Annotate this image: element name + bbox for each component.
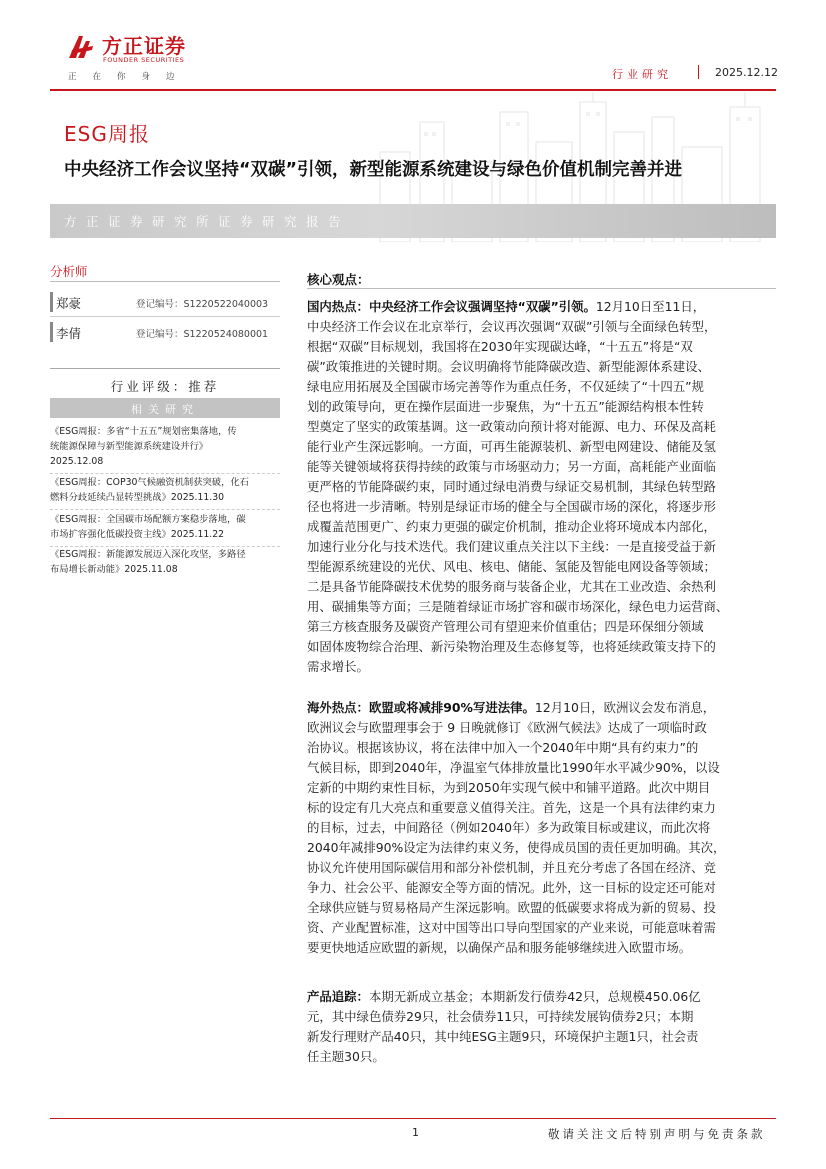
related-report[interactable] bbox=[50, 512, 280, 542]
domestic-hotspot-paragraph bbox=[307, 297, 777, 677]
related-report[interactable] bbox=[50, 475, 280, 505]
paragraph-line: 二是具备节能降碳技术优势的服务商与装备企业，尤其在工业改造、余热利 bbox=[307, 579, 716, 594]
related-report-line: 《ESG周报：新能源发展迈入深化攻坚，多路径 bbox=[50, 549, 246, 560]
paragraph-line: 碳”政策推进的关键时期。会议明确将节能降碳改造、新型能源体系建设、 bbox=[307, 359, 710, 374]
related-report-line: 布局增长新动能》2025.11.08 bbox=[50, 564, 178, 575]
analyst-registration: 登记编号：S1220522040003 bbox=[136, 299, 269, 310]
analyst-name: 郑豪 bbox=[56, 296, 82, 311]
paragraph-line: 的目标，过去，中间路径（例如2040年）多为政策目标或建议，而此次将 bbox=[307, 820, 711, 835]
analyst-marker bbox=[50, 292, 53, 312]
page-number: 1 bbox=[412, 1126, 419, 1139]
paragraph-line: 型奠定了坚实的政策基调。这一政策动向预计将对能源、电力、环保及高耗 bbox=[307, 419, 716, 434]
related-report-line: 2025.12.08 bbox=[50, 456, 104, 467]
related-report-line: 燃料分歧延续凸显转型挑战》2025.11.30 bbox=[50, 492, 225, 503]
paragraph-line: 如固体废物综合治理、新污染物治理及生态修复等，也将延续政策支持下的 bbox=[307, 639, 716, 654]
related-report[interactable] bbox=[50, 424, 280, 469]
paragraph-line: 治协议。根据该协议，将在法律中加入一个2040年中期“具有约束力”的 bbox=[307, 740, 699, 755]
report-type: ESG周报 bbox=[64, 122, 150, 146]
related-report-line: 《ESG周报：多省“十五五”规划密集落地，传 bbox=[50, 426, 237, 437]
analyst-name: 李倩 bbox=[56, 326, 82, 341]
logo-english-name: FOUNDER SECURITIES bbox=[103, 56, 185, 64]
paragraph-first-line bbox=[307, 297, 777, 317]
product-tracking-paragraph bbox=[307, 987, 777, 1067]
analyst-entry bbox=[50, 320, 280, 348]
paragraph-line: 元，其中绿色债券29只，社会债券11只，可持续发展钩债券2只；本期 bbox=[307, 1009, 694, 1024]
paragraph-line: 全球供应链与贸易格局产生深远影响。欧盟的低碳要求将成为新的贸易、投 bbox=[307, 900, 716, 915]
paragraph-line: 成覆盖范围更广、约束力更强的碳定价机制，推动企业将环境成本内部化， bbox=[307, 519, 716, 534]
paragraph-line: 欧洲议会与欧盟理事会于 9 日晚就修订《欧洲气候法》达成了一项临时政 bbox=[307, 720, 707, 735]
paragraph-line: 能等关键领域将获得持续的政策与市场驱动力；另一方面，高耗能产业面临 bbox=[307, 459, 716, 474]
logo-chinese-name: 方正证券 bbox=[102, 34, 186, 58]
paragraph-line: 划的政策导向，更在操作层面进一步聚焦，为“十五五”能源结构根本性转 bbox=[307, 399, 704, 414]
paragraph-line: 第三方核查服务及碳资产管理公司有望迎来价值重估；四是环保细分领域 bbox=[307, 619, 704, 634]
paragraph-line: 要更快地适应欧盟的新规，以确保产品和服务能够继续进入欧盟市场。 bbox=[307, 940, 692, 955]
related-report-line: 《ESG周报：COP30气候融资机制获突破，化石 bbox=[50, 477, 249, 488]
paragraph-line: 中央经济工作会议在北京举行，会议再次强调“双碳”引领与全面绿色转型， bbox=[307, 319, 717, 334]
report-date: 2025.12.12 bbox=[715, 66, 778, 79]
product-first-text: 本期无新成立基金；本期新发行债券42只，总规模450.06亿 bbox=[368, 989, 701, 1004]
overseas-first-text: 12月10日，欧洲议会发布消息， bbox=[534, 700, 716, 715]
related-research-header bbox=[50, 398, 280, 418]
related-divider bbox=[50, 473, 280, 474]
domestic-first-text: 12月10日至11日， bbox=[595, 299, 706, 314]
analyst-registration: 登记编号：S1220524080001 bbox=[136, 329, 269, 340]
institute-label: 方正证券研究所证券研究报告 bbox=[64, 214, 351, 229]
paragraph-line: 资、产业配置标准，这对中国等出口导向型国家的产业来说，可能意味着需 bbox=[307, 920, 716, 935]
paragraph-line: 型能源系统建设的光伏、风电、核电、储能、氢能及智能电网设备等领域； bbox=[307, 559, 716, 574]
paragraph-line: 2040年减排90%设定为法律约束义务，使得成员国的责任更加明确。其次， bbox=[307, 840, 726, 855]
industry-rating: 行业评级：推荐 bbox=[110, 379, 220, 394]
paragraph-line: 新发行理财产品40只，其中纯ESG主题9只，环境保护主题1只，社会责 bbox=[307, 1029, 699, 1044]
related-report-line: 统能源保障与新型能源系统建设并行》 bbox=[50, 441, 209, 452]
product-tracking-label: 产品追踪： bbox=[307, 989, 369, 1004]
analyst-section-title: 分析师 bbox=[50, 264, 88, 279]
paragraph-line: 能行业产生深远影响。一方面，可再生能源装机、新型电网建设、储能及氢 bbox=[307, 439, 716, 454]
analyst-divider bbox=[50, 281, 280, 282]
paragraph-line: 绿电应用拓展及全国碳市场完善等作为重点任务，不仅延续了“十四五”规 bbox=[307, 379, 704, 394]
analyst-entry bbox=[50, 290, 280, 318]
core-view-divider bbox=[307, 288, 776, 289]
analyst-underline bbox=[50, 316, 280, 317]
related-report-line: 《ESG周报：全国碳市场配额方案稳步落地，碳 bbox=[50, 514, 246, 525]
header-rule bbox=[50, 89, 776, 91]
paragraph-line: 任主题30只。 bbox=[307, 1049, 385, 1064]
paragraph-line: 需求增长。 bbox=[307, 659, 369, 674]
paragraph-line: 径也将进一步清晰。特别是绿证市场的健全与全国碳市场的深化，将逐步形 bbox=[307, 499, 716, 514]
paragraph-line: 用、碳捕集等方面；三是随着绿证市场扩容和碳市场深化，绿色电力运营商、 bbox=[307, 599, 729, 614]
paragraph-first-line bbox=[307, 987, 777, 1007]
domestic-hotspot-label: 国内热点：中央经济工作会议强调坚持“双碳”引领。 bbox=[307, 299, 596, 314]
core-view-title: 核心观点： bbox=[307, 272, 370, 287]
paragraph-first-line bbox=[307, 698, 777, 718]
report-title: 中央经济工作会议坚持“双碳”引领，新型能源系统建设与绿色价值机制完善并进 bbox=[64, 160, 683, 180]
paragraph-line: 根据“双碳”目标规划，我国将在2030年实现碳达峰，“十五五”将是“双 bbox=[307, 339, 693, 354]
footer-rule bbox=[50, 1118, 776, 1119]
related-report[interactable] bbox=[50, 547, 280, 577]
logo-slogan: 正在你身边 bbox=[68, 72, 191, 82]
founder-logo-icon bbox=[66, 32, 96, 62]
paragraph-line: 标的设定有几大亮点和重要意义值得关注。首先，这是一个具有法律约束力 bbox=[307, 800, 716, 815]
related-research-title: 相关研究 bbox=[131, 403, 199, 416]
header-separator bbox=[698, 65, 699, 79]
overseas-hotspot-label: 海外热点：欧盟或将减排90%写进法律。 bbox=[307, 700, 535, 715]
analyst-marker bbox=[50, 322, 53, 342]
paragraph-line: 气候目标，即到2040年，净温室气体排放量比1990年水平减少90%，以设 bbox=[307, 760, 720, 775]
disclaimer-link[interactable]: 敬请关注文后特别声明与免责条款 bbox=[548, 1127, 766, 1141]
paragraph-line: 加速行业分化与技术迭代。我们建议重点关注以下主线：一是直接受益于新 bbox=[307, 539, 716, 554]
related-divider bbox=[50, 509, 280, 510]
overseas-hotspot-paragraph bbox=[307, 698, 777, 958]
founder-logo bbox=[66, 28, 216, 80]
related-report-line: 市场扩容强化低碳投资主线》2025.11.22 bbox=[50, 529, 225, 540]
paragraph-line: 协议允许使用国际碳信用和部分补偿机制，并且充分考虑了各国在经济、竞 bbox=[307, 860, 716, 875]
report-category: 行业研究 bbox=[612, 68, 672, 81]
paragraph-line: 争力、社会公平、能源安全等方面的情况。此外，这一目标的设定还可能对 bbox=[307, 880, 716, 895]
paragraph-line: 定新的中期约束性目标，为到2050年实现气候中和铺平道路。此次中期目 bbox=[307, 780, 711, 795]
paragraph-line: 更严格的节能降碳约束，同时通过绿电消费与绿证交易机制，其绿色转型路 bbox=[307, 479, 716, 494]
